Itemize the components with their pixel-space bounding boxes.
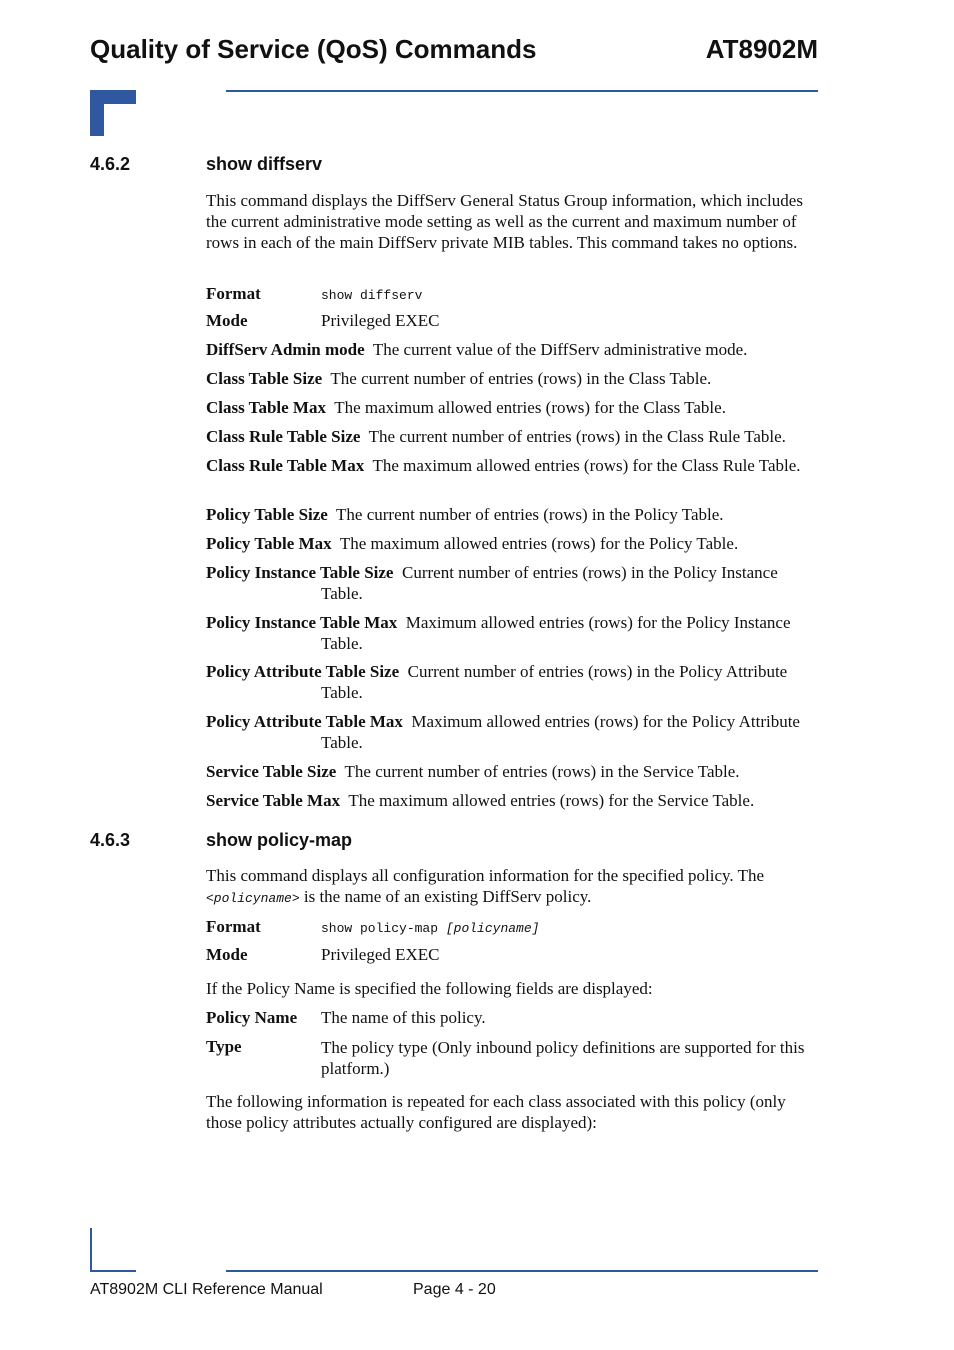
field-term: Service Table Max: [206, 791, 341, 810]
field-description: Maximum allowed entries (rows) for the Policy Instance Table.: [321, 613, 791, 653]
field-description: The maximum allowed entries (rows) for the Class Table.: [334, 398, 726, 417]
policy-name-label: Policy Name: [206, 1008, 298, 1027]
footer-rule: [226, 1270, 818, 1272]
section-intro: [206, 865, 818, 909]
format-command: [321, 921, 539, 936]
field-term: Class Rule Table Size: [206, 427, 361, 446]
format-command: show diffserv: [321, 288, 423, 303]
field-term: Policy Table Size: [206, 505, 328, 524]
section-title: show policy-map: [206, 830, 353, 850]
field-definition: [206, 504, 818, 525]
footer-corner-vertical: [90, 1228, 92, 1272]
format-label: Format: [206, 917, 261, 936]
field-definition: [206, 711, 818, 753]
page-header-title: Quality of Service (QoS) Commands: [90, 34, 537, 64]
field-term: Policy Instance Table Max: [206, 613, 398, 632]
footer-page-number: Page 4 - 20: [413, 1281, 496, 1298]
field-definition: [206, 426, 818, 447]
field-term: Policy Attribute Table Size: [206, 662, 400, 681]
corner-mark-vertical: [90, 90, 104, 136]
field-term: Class Table Size: [206, 369, 323, 388]
field-description: The current value of the DiffServ administrative mode.: [372, 340, 748, 359]
format-label: Format: [206, 284, 261, 303]
field-description: The maximum allowed entries (rows) for the Service Table.: [348, 791, 755, 810]
field-description: The current number of entries (rows) in the Class Rule Table.: [368, 427, 786, 446]
field-definition: [206, 661, 818, 703]
field-definition: [206, 368, 818, 389]
field-definition: [206, 339, 818, 360]
field-description: The current number of entries (rows) in the Class Table.: [330, 369, 712, 388]
field-description: The current number of entries (rows) in the Service Table.: [344, 762, 740, 781]
mode-value: Privileged EXEC: [321, 945, 440, 964]
field-definition: [206, 455, 818, 476]
field-definition: [206, 562, 818, 604]
type-desc: The policy type (Only inbound policy definitions are supported for this platform.): [321, 1038, 805, 1078]
header-rule: [226, 90, 818, 92]
mode-label: Mode: [206, 945, 248, 964]
field-term: Service Table Size: [206, 762, 337, 781]
field-term: Policy Instance Table Size: [206, 563, 394, 582]
format-command-name: show policy-map: [321, 921, 439, 936]
footer-corner-horizontal: [90, 1270, 136, 1272]
intro-text-b: is the name of an existing DiffServ policy.: [303, 887, 592, 906]
fields-intro: If the Policy Name is specified the following fields are displayed:: [206, 979, 653, 998]
field-description: Current number of entries (rows) in the Policy Attribute Table.: [321, 662, 788, 702]
format-command-param: [policyname]: [445, 921, 540, 936]
mode-value: Privileged EXEC: [321, 311, 440, 330]
following-text: The following information is repeated for each class associated with this policy (only those policy attributes actually configured are displayed):: [206, 1092, 786, 1132]
page-header-product: AT8902M: [705, 34, 818, 64]
field-term: Class Table Max: [206, 398, 326, 417]
policy-name-desc: The name of this policy.: [321, 1008, 486, 1027]
field-description: Maximum allowed entries (rows) for the Policy Attribute Table.: [321, 712, 800, 752]
field-definition: [206, 790, 818, 811]
field-description: The maximum allowed entries (rows) for the Policy Table.: [339, 534, 739, 553]
field-definition: [206, 533, 818, 554]
field-term: Policy Attribute Table Max: [206, 712, 403, 731]
field-term: DiffServ Admin mode: [206, 340, 365, 359]
intro-text-a: This command displays all configuration information for the specified policy. The: [206, 866, 765, 885]
type-label: Type: [206, 1037, 242, 1056]
field-description: Current number of entries (rows) in the Policy Instance Table.: [321, 563, 778, 603]
field-description: The current number of entries (rows) in the Policy Table.: [336, 505, 724, 524]
field-definition: [206, 612, 818, 654]
footer-manual-title: AT8902M CLI Reference Manual: [90, 1281, 323, 1298]
section-number: 4.6.3: [90, 830, 131, 850]
field-definition: [206, 761, 818, 782]
field-definition: [206, 397, 818, 418]
section-title: show diffserv: [206, 154, 323, 174]
field-term: Class Rule Table Max: [206, 456, 365, 475]
mode-label: Mode: [206, 311, 248, 330]
policyname-param: <policyname>: [206, 891, 300, 906]
section-intro: This command displays the DiffServ General Status Group information, which includes the current administrative mode setting as well as the current and maximum number of rows in each of the main DiffServ private MIB tables. This command takes no options.: [206, 191, 803, 252]
field-term: Policy Table Max: [206, 534, 332, 553]
section-number: 4.6.2: [90, 154, 131, 174]
field-description: The maximum allowed entries (rows) for the Class Rule Table.: [372, 456, 801, 475]
